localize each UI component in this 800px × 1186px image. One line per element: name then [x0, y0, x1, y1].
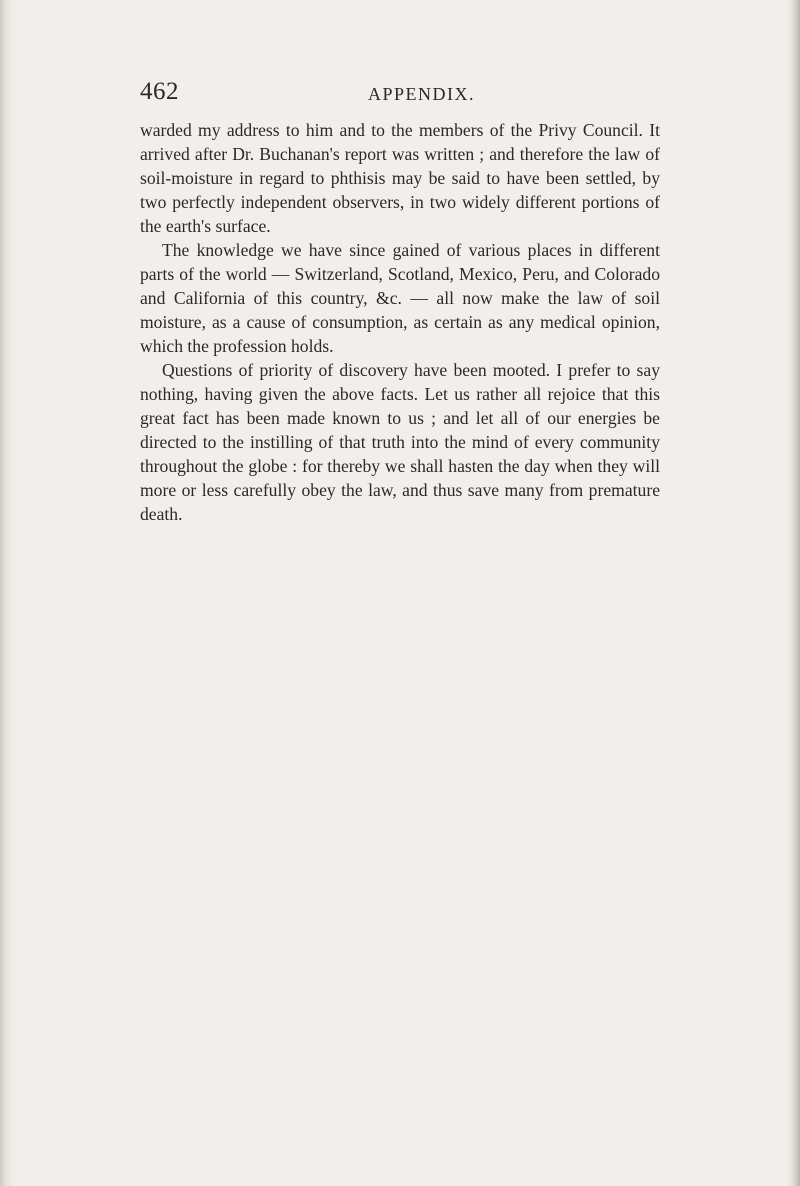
paragraph-1: warded my address to him and to the members of the Privy Council. It arrived after Dr. Buchanan's report was written ; and therefore the law of soil-moisture in regard to phthisis may be said to have been settled, by two perfectly independent observers, in two widely different portions of the earth's surface.: [140, 120, 660, 236]
paragraph-2: The knowledge we have since gained of various places in different parts of the world — Switzerland, Scotland, Mexico, Peru, and Colorado and California of this country, &c. — all now make the law of soil moisture, as a cause of consumption, as certain as any medical opinion, which the profession holds.: [140, 240, 660, 356]
paragraph-3: Questions of priority of discovery have been mooted. I prefer to say nothing, having given the above facts. Let us rather all rejoice that this great fact has been made known to us ; and let all of our energies be directed to the instilling of that truth into the mind of every community throughout the globe : for thereby we shall hasten the day when they will more or less carefully obey the law, and thus save many from premature death.: [140, 360, 660, 524]
page-right-edge: [786, 0, 800, 1186]
page-left-edge: [0, 0, 14, 1186]
running-head: [140, 75, 660, 111]
header-title: APPENDIX.: [368, 84, 476, 104]
body-text: [140, 118, 660, 526]
page-number: 462: [140, 78, 179, 105]
